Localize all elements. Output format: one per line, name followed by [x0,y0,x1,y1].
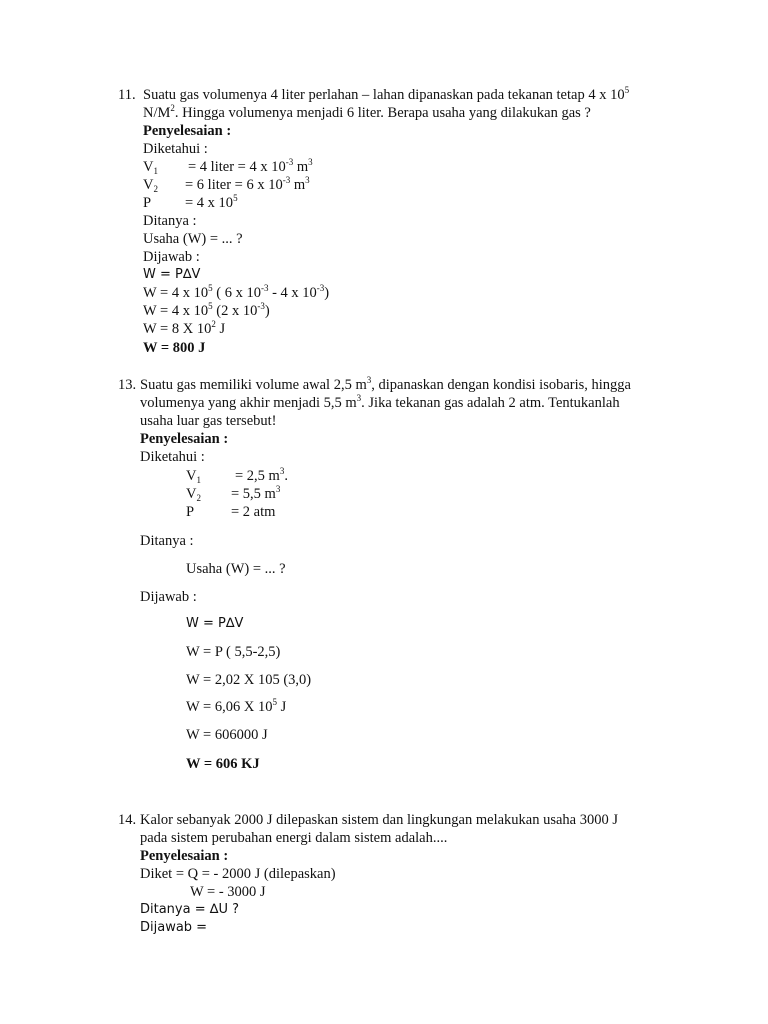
q11-result: W = 800 J [143,340,206,356]
q13-p-symbol: P [186,504,195,520]
q13-v2-symbol: $V_2$ [186,486,201,503]
q13-answer-label: Dijawab : [140,589,197,605]
q11-step-2: W = 4 x $10^5$ ( 6 x $10^{-3} - 4$ x $10^{-3}$) [143,283,330,301]
q14-answer-label: Dijawab = [140,920,208,935]
q13-step-3: W = 2,02 X 105 (3,0) [186,672,312,688]
q13-step-2: W = P ( 5,5-2,5) [186,644,281,660]
q11-number: 11. [118,87,136,103]
q13-number: 13. [118,377,137,393]
q13-text-line1: Suatu gas memiliki volume awal 2,5 $m^3$, dipanaskan dengan kondisi isobaris, hingga [140,375,631,393]
q14-number: 14. [118,812,137,828]
q13-v1-symbol: $V_1$ [186,468,201,485]
q13-step-4: W = 6,06 X $10^5$ J [186,697,287,715]
q14-known-2: W = - 3000 J [190,884,266,900]
q11-solution-heading: Penyelesaian : [143,123,232,139]
q14-solution-heading: Penyelesaian : [140,848,229,864]
q11-step-1: W = P∆V [143,267,201,282]
q13-v1-value: = 2,5 $m^3$. [235,466,288,484]
q11-step-4: W = 8 X $10^2$ J [143,319,226,337]
q11-step-3: W = 4 x $10^5$ (2 x $10^{-3}$) [143,301,270,319]
q13-solution-heading: Penyelesaian : [140,431,229,447]
q13-asked: Usaha (W) = ... ? [186,561,286,577]
q13-step-1: W = P∆V [186,616,244,631]
q14-text-line2: pada sistem perubahan energi dalam sistem adalah.... [140,830,448,846]
q14-asked: Ditanya = ∆U ? [140,902,239,917]
q11-asked: Usaha (W) = ... ? [143,231,243,247]
q14-text-line1: Kalor sebanyak 2000 J dilepaskan sistem dan lingkungan melakukan usaha 3000 J [140,812,618,828]
q13-step-5: W = 606000 J [186,727,268,743]
q11-answer-label: Dijawab : [143,249,200,265]
q11-v2-value: = 6 liter = 6 x $10^{-3}$ $m^3$ [185,175,310,193]
q14-known: Diket = Q = - 2000 J (dilepaskan) [140,866,336,882]
q13-asked-label: Ditanya : [140,533,194,549]
q11-p-value: = 4 x $10^5$ [185,193,238,211]
q11-known-label: Diketahui : [143,141,208,157]
q13-known-label: Diketahui : [140,449,205,465]
q11-text-line2: $N/M^2$. Hingga volumenya menjadi 6 liter. Berapa usaha yang dilakukan gas ? [143,103,591,121]
q11-v2-symbol: $V_2$ [143,177,158,194]
q13-text-line3: usaha luar gas tersebut! [140,413,277,429]
q11-v1-symbol: $V_1$ [143,159,158,176]
q13-p-value: = 2 atm [231,504,276,520]
q11-p-symbol: P [143,195,152,211]
q11-v1-value: = 4 liter = 4 x $10^{-3}$ $m^3$ [188,157,313,175]
q13-result: W = 606 KJ [186,756,260,772]
q13-text-line2: volumenya yang akhir menjadi 5,5 $m^3$. Jika tekanan gas adalah 2 atm. Tentukanlah [140,393,620,411]
q11-text-line1: Suatu gas volumenya 4 liter perlahan – lahan dipanaskan pada tekanan tetap 4 x $10^5$ [143,85,630,103]
q11-asked-label: Ditanya : [143,213,197,229]
q13-v2-value: = 5,5 $m^3$ [231,484,281,502]
